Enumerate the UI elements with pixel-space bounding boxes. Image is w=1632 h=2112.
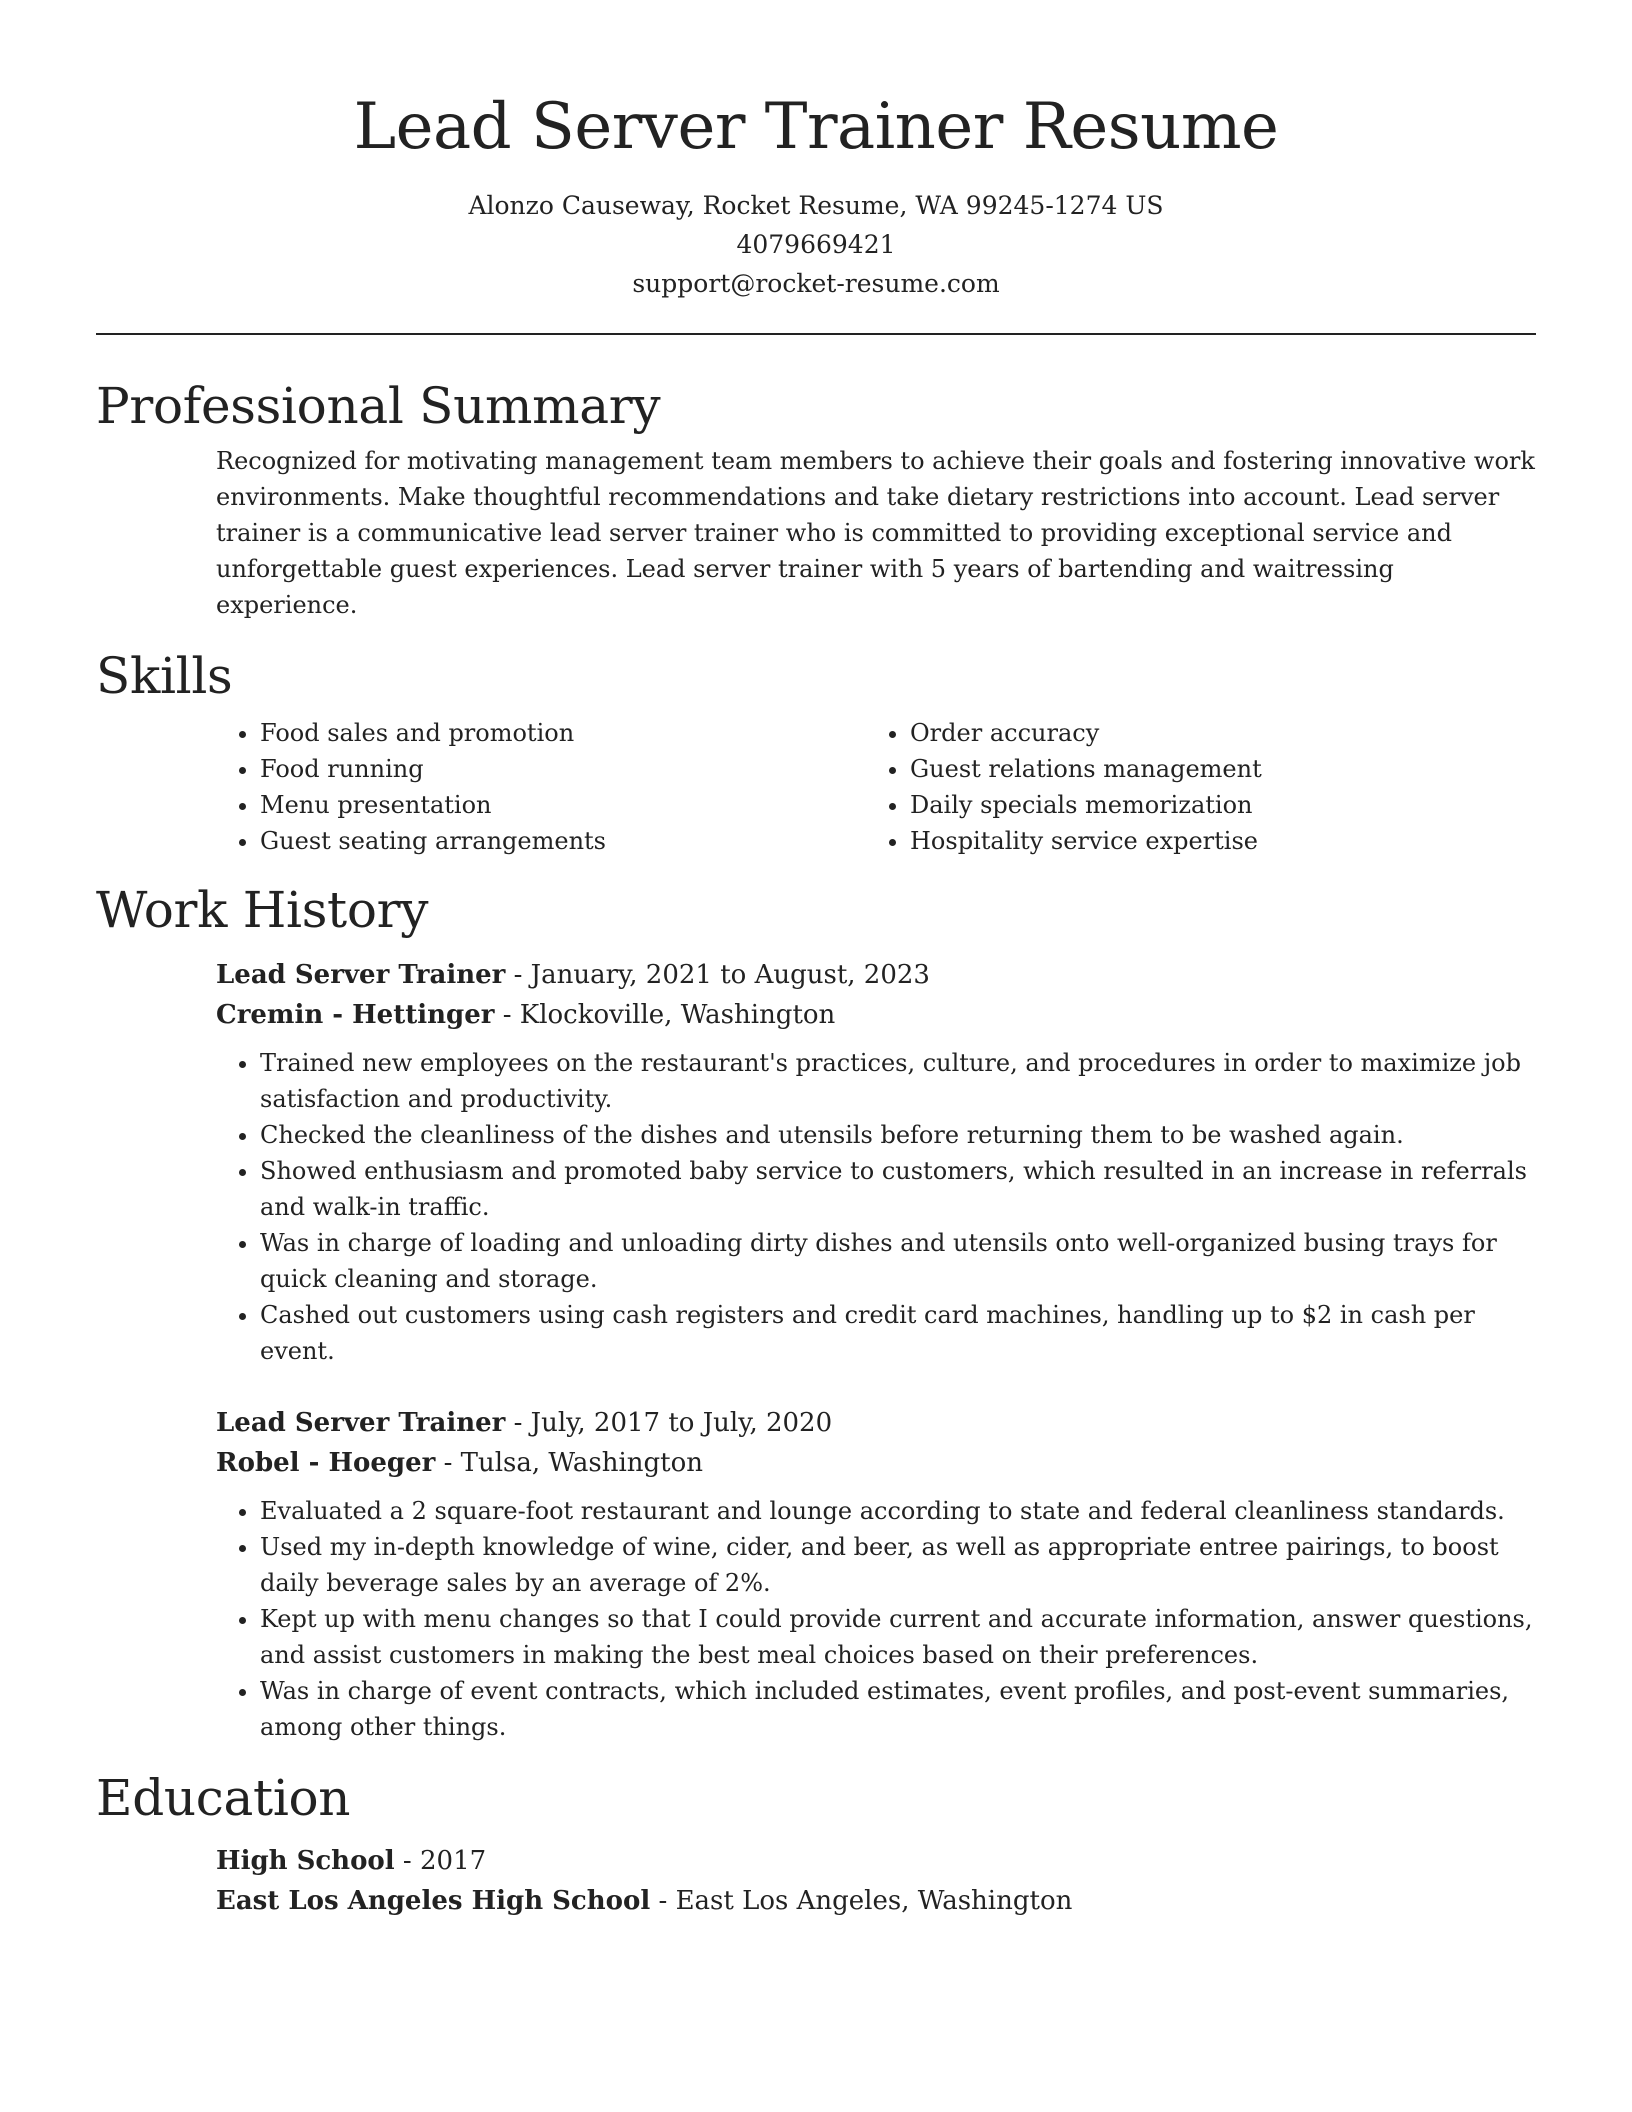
job-dates: January, 2021 to August, 2023: [530, 960, 930, 990]
skill-item: • Hospitality service expertise: [910, 823, 1516, 859]
separator: -: [505, 960, 531, 990]
job-title: Lead Server Trainer: [216, 1408, 506, 1438]
education-section: [96, 1763, 1536, 1921]
separator: -: [394, 1846, 420, 1876]
education-heading: Education: [96, 1769, 351, 1827]
skills-column-left: [216, 715, 866, 859]
skill-item: • Menu presentation: [260, 787, 866, 823]
skill-item: • Food running: [260, 751, 866, 787]
separator: -: [505, 1408, 531, 1438]
skills-section: [96, 641, 1536, 859]
summary-section: [96, 371, 1536, 623]
job-company: Cremin - Hettinger: [216, 1000, 495, 1030]
skills-heading: Skills: [96, 647, 233, 705]
contact-block: [0, 186, 1632, 303]
job-title-line: [216, 1403, 1536, 1443]
skill-item: • Guest seating arrangements: [260, 823, 866, 859]
job-dates: July, 2017 to July, 2020: [530, 1408, 833, 1438]
job-bullet: • Evaluated a 2 square-foot restaurant and lounge according to state and federal cleanliness standards.: [260, 1493, 1536, 1529]
contact-email: support@rocket-resume.com: [632, 269, 1000, 298]
separator: -: [494, 1000, 520, 1030]
skill-item: • Order accuracy: [910, 715, 1516, 751]
education-degree-line: [216, 1841, 1536, 1881]
skill-item: • Food sales and promotion: [260, 715, 866, 751]
job-company-line: [216, 1443, 1536, 1483]
job-bullet: • Showed enthusiasm and promoted baby service to customers, which resulted in an increase in referrals and walk-in traffic.: [260, 1153, 1536, 1225]
skills-list-right: [866, 715, 1516, 859]
job-company-line: [216, 995, 1536, 1035]
job-title: Lead Server Trainer: [216, 960, 506, 990]
job-title-line: [216, 955, 1536, 995]
job-bullet: • Kept up with menu changes so that I could provide current and accurate information, answer questions, and assist customers in making the best meal choices based on their preferences.: [260, 1601, 1536, 1673]
job-location: Klockoville, Washington: [519, 1000, 836, 1030]
education-school-line: [216, 1881, 1536, 1921]
separator: -: [650, 1886, 676, 1916]
skills-list-left: [216, 715, 866, 859]
summary-heading: Professional Summary: [96, 377, 661, 435]
resume-title: Lead Server Trainer Resume: [353, 90, 1279, 164]
skill-item: • Daily specials memorization: [910, 787, 1516, 823]
contact-phone: 4079669421: [736, 230, 896, 259]
job-bullet: • Used my in-depth knowledge of wine, cider, and beer, as well as appropriate entree pairings, to boost daily beverage sales by an average of 2%.: [260, 1529, 1536, 1601]
resume-header: [0, 0, 1632, 303]
skills-columns: [216, 715, 1536, 859]
contact-address: Alonzo Causeway, Rocket Resume, WA 99245-1274 US: [468, 191, 1164, 220]
job-company: Robel - Hoeger: [216, 1448, 436, 1478]
job-bullets: [216, 1045, 1536, 1369]
education-entry: [216, 1841, 1536, 1921]
work-history-section: [96, 875, 1536, 1745]
education-year: 2017: [419, 1846, 487, 1876]
education-degree: High School: [216, 1846, 395, 1876]
education-location: East Los Angeles, Washington: [675, 1886, 1073, 1916]
skill-item: • Guest relations management: [910, 751, 1516, 787]
job-location: Tulsa, Washington: [460, 1448, 704, 1478]
job-bullet: • Trained new employees on the restaurant's practices, culture, and procedures in order to maximize job satisfaction and productivity.: [260, 1045, 1536, 1117]
job-bullet: • Checked the cleanliness of the dishes and utensils before returning them to be washed again.: [260, 1117, 1536, 1153]
work-history-heading: Work History: [96, 881, 429, 939]
job-bullet: • Cashed out customers using cash registers and credit card machines, handling up to $2 in cash per event.: [260, 1297, 1536, 1369]
header-divider: [96, 333, 1536, 335]
separator: -: [435, 1448, 461, 1478]
skills-column-right: [866, 715, 1516, 859]
job-bullets: [216, 1493, 1536, 1745]
summary-text: Recognized for motivating management team members to achieve their goals and fostering innovative work environments. Make thoughtful recommendations and take dietary restrictions into account. Lead server trainer is a communicative lead server trainer who is committed to providing exceptional service and unforgettable guest experiences. Lead server trainer with 5 years of bartending and waitressing experience.: [216, 447, 1535, 619]
job-entry: [216, 1403, 1536, 1745]
education-school: East Los Angeles High School: [216, 1886, 651, 1916]
job-entry: [216, 955, 1536, 1369]
job-bullet: • Was in charge of loading and unloading dirty dishes and utensils onto well-organized busing trays for quick cleaning and storage.: [260, 1225, 1536, 1297]
job-bullet: • Was in charge of event contracts, which included estimates, event profiles, and post-event summaries, among other things.: [260, 1673, 1536, 1745]
